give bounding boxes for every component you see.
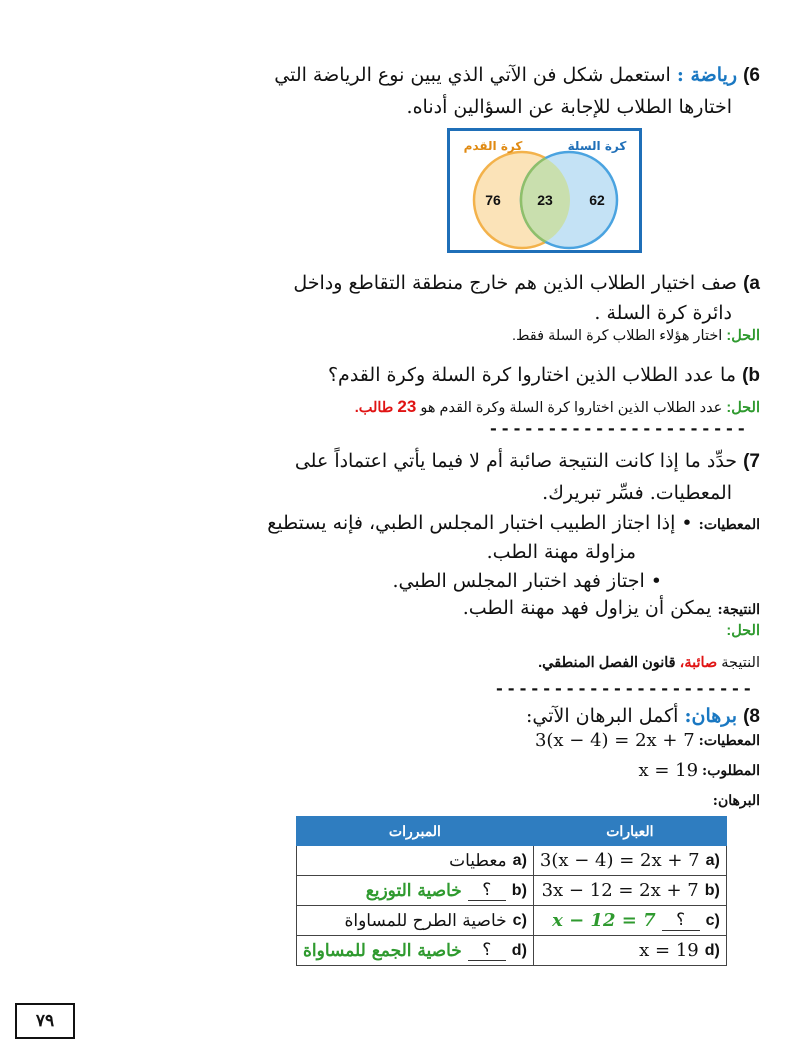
table-row — [297, 846, 727, 876]
header-reasons: المبررات — [297, 817, 534, 846]
reason-cell — [297, 876, 534, 906]
q7-text2: المعطيات. فسِّر تبريرك. — [542, 482, 732, 504]
statement-cell — [533, 876, 726, 906]
q6b-answer-number: 23 — [397, 397, 417, 416]
reason-cell — [297, 906, 534, 936]
q6-line1 — [274, 60, 760, 91]
q6a-text2: دائرة كرة السلة . — [594, 302, 732, 324]
reason-cell — [297, 846, 534, 876]
statement-letter: (a — [705, 851, 720, 869]
q7-given1b: مزاولة مهنة الطب. — [486, 541, 636, 563]
q6b-solution-label: الحل: — [726, 400, 760, 416]
q6a-solution-text: اختار هؤلاء الطلاب كرة السلة فقط. — [512, 328, 723, 344]
q7-given-line1 — [267, 508, 760, 540]
statement-text: 3x − 12 = 2x + 7 — [541, 880, 699, 901]
q7-given1a: • إذا اجتاز الطبيب اختبار المجلس الطبي، فإنه يستطيع — [267, 512, 693, 534]
q8-text: أكمل البرهان الآتي: — [525, 705, 679, 727]
table-row — [297, 876, 727, 906]
q8-given — [535, 730, 760, 751]
reason-answer: خاصية الجمع للمساواة — [303, 940, 462, 961]
q8-given-expr: 3(x − 4) = 2x + 7 — [534, 730, 695, 751]
statement-cell — [533, 846, 726, 876]
q7-given-label: المعطيات: — [698, 517, 760, 533]
q7-number: 7) — [743, 451, 760, 472]
statement-answer: x − 12 = 7 — [552, 910, 656, 931]
venn-label-basketball: كرة السلة — [567, 139, 627, 153]
q7-sol-label: الحل: — [726, 623, 760, 639]
q6a-solution-label: الحل: — [726, 328, 760, 344]
venn-diagram — [447, 128, 642, 253]
reason-letter: (b — [511, 881, 527, 899]
q8-prove — [638, 760, 760, 781]
q7-conclusion-text: يمكن أن يزاول فهد مهنة الطب. — [462, 597, 712, 619]
table-row — [297, 936, 727, 966]
q6a-letter: a) — [743, 273, 760, 294]
reason-blank: ؟ — [468, 880, 506, 901]
venn-value-football: 76 — [485, 192, 501, 208]
q7-solution-label — [726, 620, 760, 642]
page-number: ٧٩ — [15, 1003, 75, 1039]
q7-answer-prefix: النتيجة — [721, 655, 760, 671]
reason-text: معطيات — [449, 850, 507, 871]
q8-given-label: المعطيات: — [698, 732, 760, 749]
q6b-text: ما عدد الطلاب الذين اختاروا كرة السلة وكرة القدم؟ — [327, 364, 737, 386]
reason-text: خاصية الطرح للمساواة — [344, 910, 507, 931]
q6b-line — [328, 360, 760, 391]
q7-answer-valid: صائبة، — [679, 655, 718, 671]
divider-2: ---------------------- — [494, 680, 754, 700]
q7-conclusion-label: النتيجة: — [717, 602, 760, 618]
q8-prove-expr: x = 19 — [638, 760, 699, 781]
statement-letter: (c — [705, 911, 720, 929]
q7-text1: حدِّد ما إذا كانت النتيجة صائبة أم لا فيما يأتي اعتماداً على — [294, 450, 738, 472]
statement-blank: ؟ — [662, 910, 700, 931]
reason-letter: (d — [511, 941, 527, 959]
q6-text2: اختارها الطلاب للإجابة عن السؤالين أدناه. — [406, 96, 732, 118]
reason-letter: (c — [512, 911, 527, 929]
header-statements: العبارات — [533, 817, 726, 846]
q6b-solution — [355, 396, 760, 419]
q8-prove-label: المطلوب: — [702, 762, 760, 779]
reason-answer: خاصية التوزيع — [365, 880, 462, 901]
q8-proof-label-wrap — [713, 790, 760, 809]
proof-table — [296, 816, 727, 966]
q8-title: برهان: — [684, 705, 738, 727]
q6a-solution — [512, 325, 760, 347]
q6-text1: استعمل شكل فن الآتي الذي يبين نوع الرياضة التي — [274, 64, 671, 86]
venn-label-football: كرة القدم — [463, 139, 523, 153]
q6a-text1: صف اختيار الطلاب الذين هم خارج منطقة التقاطع وداخل — [293, 272, 738, 294]
q7-line1 — [295, 446, 760, 477]
q6a-line1 — [293, 268, 760, 299]
q8-line1 — [526, 701, 760, 732]
venn-value-both: 23 — [537, 192, 553, 208]
statement-text: x = 19 — [639, 940, 699, 961]
statement-text: 3(x − 4) = 2x + 7 — [539, 850, 700, 871]
divider-1: ---------------------- — [488, 420, 748, 440]
q6b-answer-word: طالب. — [354, 400, 394, 416]
table-row — [297, 906, 727, 936]
q8-number: 8) — [743, 706, 760, 727]
q6b-letter: b) — [742, 365, 760, 386]
q7-answer-law: قانون الفصل المنطقي. — [538, 655, 676, 671]
q6-number: 6) — [743, 65, 760, 86]
q7-answer — [538, 652, 760, 674]
q8-proof-label: البرهان: — [712, 793, 760, 809]
reason-blank: ؟ — [468, 940, 506, 961]
reason-letter: (a — [512, 851, 527, 869]
reason-cell — [297, 936, 534, 966]
statement-letter: (b — [704, 881, 720, 899]
q7-conclusion — [463, 593, 760, 625]
q6b-solution-text: عدد الطلاب الذين اختاروا كرة السلة وكرة القدم هو — [420, 400, 723, 416]
statement-cell — [533, 906, 726, 936]
statement-cell — [533, 936, 726, 966]
statement-letter: (d — [704, 941, 720, 959]
q6-title: رياضة : — [676, 64, 738, 86]
venn-value-basketball: 62 — [589, 192, 605, 208]
q7-given2: • اجتاز فهد اختبار المجلس الطبي. — [392, 570, 662, 592]
